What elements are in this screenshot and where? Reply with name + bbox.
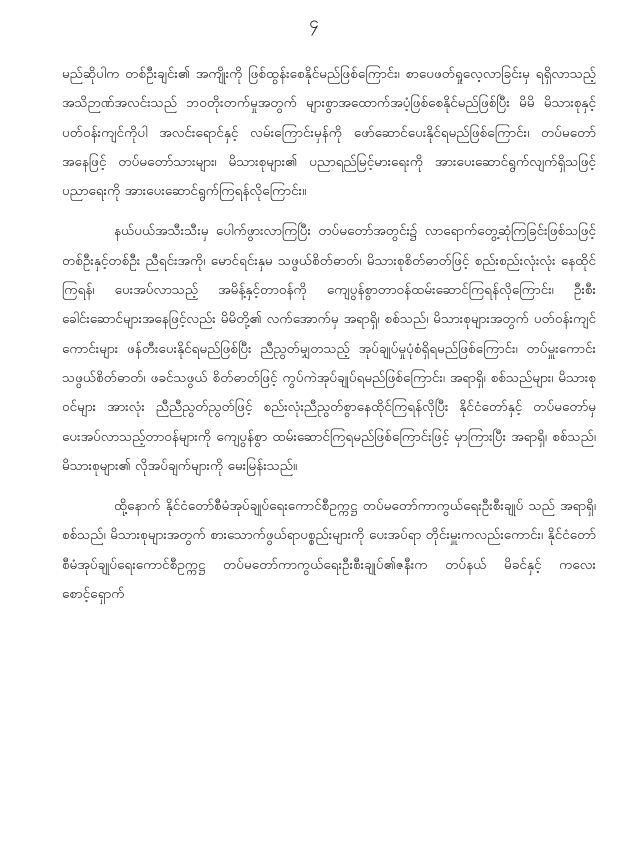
paragraph-2: နယ်ပယ်အသီးသီးမှ ပေါက်ဖွားလာကြပြီး တပ်မတော်အတွင်း၌ လာရောက်တွေ့ဆုံကြခြင်းဖြစ်သဖြင့် တစ်ဦးနှင့်တစ်ဦး ညီရင်းအကို၊ မောင်ရင်းနှမ သဖွယ်စိတ်ဓာတ်၊ မိသားစုစိတ်ဓာတ်ဖြင့် စည်းစည်းလုံးလုံး နေထိုင်ကြရန်၊ ပေးအပ်လာသည့် အမိန့်နှင့်တာဝန်ကို ကျေပွန်စွာတာဝန်ထမ်းဆောင်ကြရန်လိုကြောင်း၊ ဦးစီး ခေါင်းဆောင်များအနေဖြင့်လည်း မိမိတို့၏ လက်အောက်မှ အရာရှိ၊ စစ်သည်၊ မိသားစုများအတွက် ပတ်ဝန်းကျင်ကောင်းများ ဖန်တီးပေးနိုင်ရမည်ဖြစ်ပြီး ညီညွတ်မျှတသည့် အုပ်ချုပ်မှုပုံစံရှိရမည်ဖြစ်ကြောင်း၊ တပ်မှူးကောင်းသဖွယ်စိတ်ဓာတ်၊ ဖခင်သဖွယ် စိတ်ဓာတ်ဖြင့် ကွပ်ကဲအုပ်ချုပ်ရမည်ဖြစ်ကြောင်း၊ အရာရှိ၊ စစ်သည်များ၊ မိသားစုဝင်များ အားလုံး ညီညီညွတ်ညွတ်ဖြင့် စည်းလုံးညီညွတ်စွာနေထိုင်ကြရန်လိုပြီး နိုင်ငံတော်နှင့် တပ်မတော်မှ ပေးအပ်လာသည့်တာဝန်များကို ကျေပွန်စွာ ထမ်းဆောင်ကြရမည်ဖြစ်ကြောင်းဖြင့် မှာကြားပြီး အရာရှိ၊ စစ်သည်၊ မိသားစုများ၏ လိုအပ်ချက်များကို မေးမြန်းသည်။ [62, 223, 596, 474]
paragraph-1: မည်ဆိုပါက တစ်ဦးချင်း၏ အကျိုးကို ဖြစ်ထွန်းစေနိုင်မည်ဖြစ်ကြောင်း၊ စာပေဖတ်ရှုလေ့လာခြင်းမှ ရရှိလာသည့် အသိဉာဏ်အလင်းသည် ဘဝတိုးတက်မှုအတွက် များစွာအထောက်အပံ့ဖြစ်စေနိုင်မည်ဖြစ်ပြီး မိမိ မိသားစုနှင့်ပတ်ဝန်းကျင်ကိုပါ အလင်းရောင်နှင့် လမ်းကြောင်းမှန်ကို ဖော်ဆောင်ပေးနိုင်ရမည်ဖြစ်ကြောင်း၊ တပ်မတော်အနေဖြင့် တပ်မတော်သားများ၊ မိသားစုများ၏ ပညာရည်မြင့်မားရေးကို အားပေးဆောင်ရွက်လျက်ရှိသဖြင့် ပညာရေးကို အားပေးဆောင်ရွက်ကြရန်လိုကြောင်း။ [62, 66, 596, 200]
paragraph-3: ထို့နောက် နိုင်ငံတော်စီမံအုပ်ချုပ်ရေးကောင်စီဥက္ကဋ္ဌ တပ်မတော်ကာကွယ်ရေးဦးစီးချုပ် သည် အရာရှိ၊ စစ်သည်၊ မိသားစုများအတွက် စားသောက်ဖွယ်ရာပစ္စည်းများကို ပေးအပ်ရာ တိုင်းမှူးကလည်းကောင်း၊ နိုင်ငံတော်စီမံအုပ်ချုပ်ရေးကောင်စီဥက္ကဋ္ဌ တပ်မတော်ကာကွယ်ရေးဦးစီးချုပ်၏ဇနီးက တပ်နယ် မိခင်နှင့် ကလေး စောင့်ရှောက် [62, 498, 596, 603]
body-text [62, 60, 596, 620]
page-number: ၄ [309, 13, 319, 33]
